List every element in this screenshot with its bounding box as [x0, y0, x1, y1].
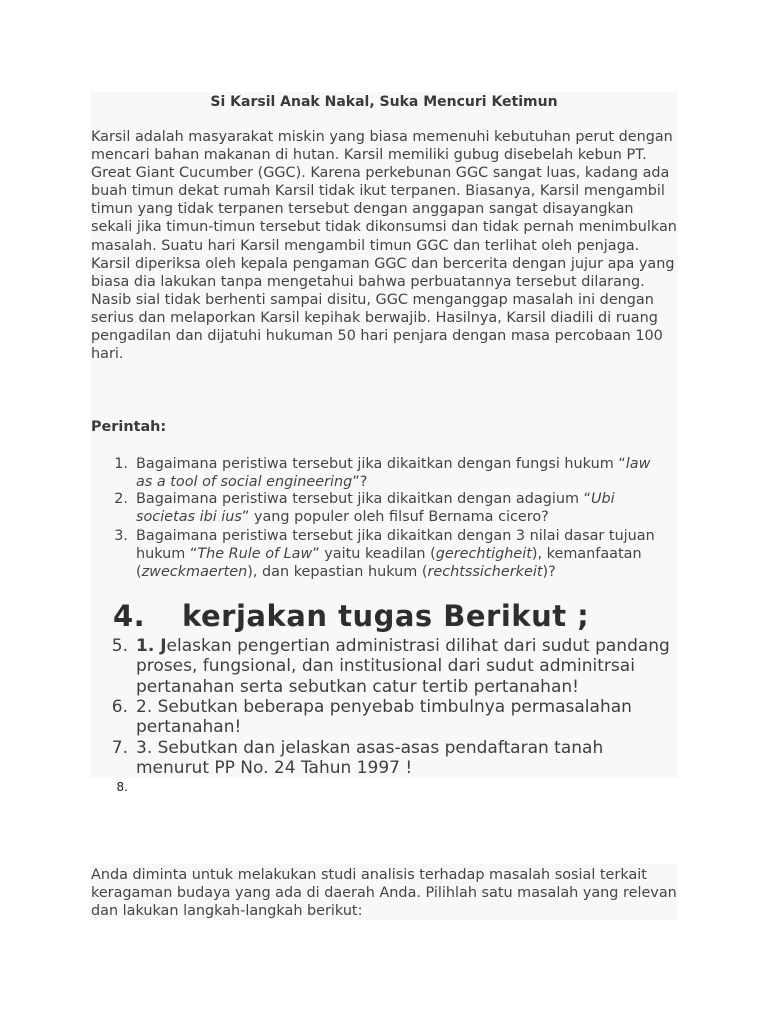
list-number: 3.: [114, 528, 128, 544]
list-item-text: 3. Sebutkan dan jelaskan asas-asas pendaftaran tanah menurut PP No. 24 Tahun 1997 !: [136, 738, 604, 779]
list-number: 4.: [113, 599, 146, 633]
list-item-text: 2. Sebutkan beberapa penyebab timbulnya permasalahan pertanahan!: [136, 697, 632, 738]
list-number: 7.: [111, 738, 128, 758]
list-number: 1.: [114, 456, 128, 472]
document-title: Si Karsil Anak Nakal, Suka Mencuri Ketimun: [210, 94, 558, 110]
list-number: 6.: [111, 697, 128, 717]
list-number: 8.: [116, 780, 128, 794]
perintah-heading: Perintah:: [91, 419, 167, 435]
closing-paragraph: Anda diminta untuk melakukan studi analisis terhadap masalah sosial terkait keragaman budaya yang ada di daerah Anda. Pilihlah satu masalah yang relevan dan lakukan langkah-langkah berikut:: [91, 867, 677, 920]
task-heading: kerjakan tugas Berikut ;: [182, 599, 590, 633]
list-item-text: Bagaimana peristiwa tersebut jika dikaitkan dengan adagium “Ubi societas ibi ius” yang populer oleh filsuf Bernama cicero?: [136, 491, 615, 526]
story-paragraph: Karsil adalah masyarakat miskin yang biasa memenuhi kebutuhan perut dengan mencari bahan makanan di hutan. Karsil memiliki gubug disebelah kebun PT. Great Giant Cucumber (GGC). Karena perkebunan GGC sangat luas, kadang ada buah timun dekat rumah Karsil tidak ikut terpanen. Biasanya, Karsil mengambil timun yang tidak terpanen tersebut dengan anggapan sangat disayangkan sekali jika timun-timun tersebut tidak dikonsumsi dan tidak pernah menimbulkan masalah. Suatu hari Karsil mengambil timun GGC dan terlihat oleh penjaga. Karsil diperiksa oleh kepala pengaman GGC dan bercerita dengan jujur apa yang biasa dia lakukan tanpa mengetahui bahwa perbuatannya tersebut dilarang. Nasib sial tidak berhenti sampai disitu, GGC menganggap masalah ini dengan serius dan melaporkan Karsil kepihak berwajib. Hasilnya, Karsil diadili di ruang pengadilan dan dijatuhi hukuman 50 hari penjara dengan masa percobaan 100 hari.: [91, 129, 677, 363]
list-number: 2.: [114, 491, 128, 507]
list-item-text: Bagaimana peristiwa tersebut jika dikaitkan dengan 3 nilai dasar tujuan hukum “The Rule of Law” yaitu keadilan (gerechtigheit), kemanfaatan (zweckmaerten), dan kepastian hukum (rechtssicherkeit)?: [136, 528, 655, 581]
list-number: 5.: [111, 636, 128, 656]
list-item-text: 1. Jelaskan pengertian administrasi dilihat dari sudut pandang proses, fungsional, dan institusional dari sudut adminitrsai pertanahan serta sebutkan catur tertib pertanahan!: [136, 636, 670, 697]
list-item-text: Bagaimana peristiwa tersebut jika dikaitkan dengan fungsi hukum “law as a tool of social engineering”?: [136, 456, 651, 491]
